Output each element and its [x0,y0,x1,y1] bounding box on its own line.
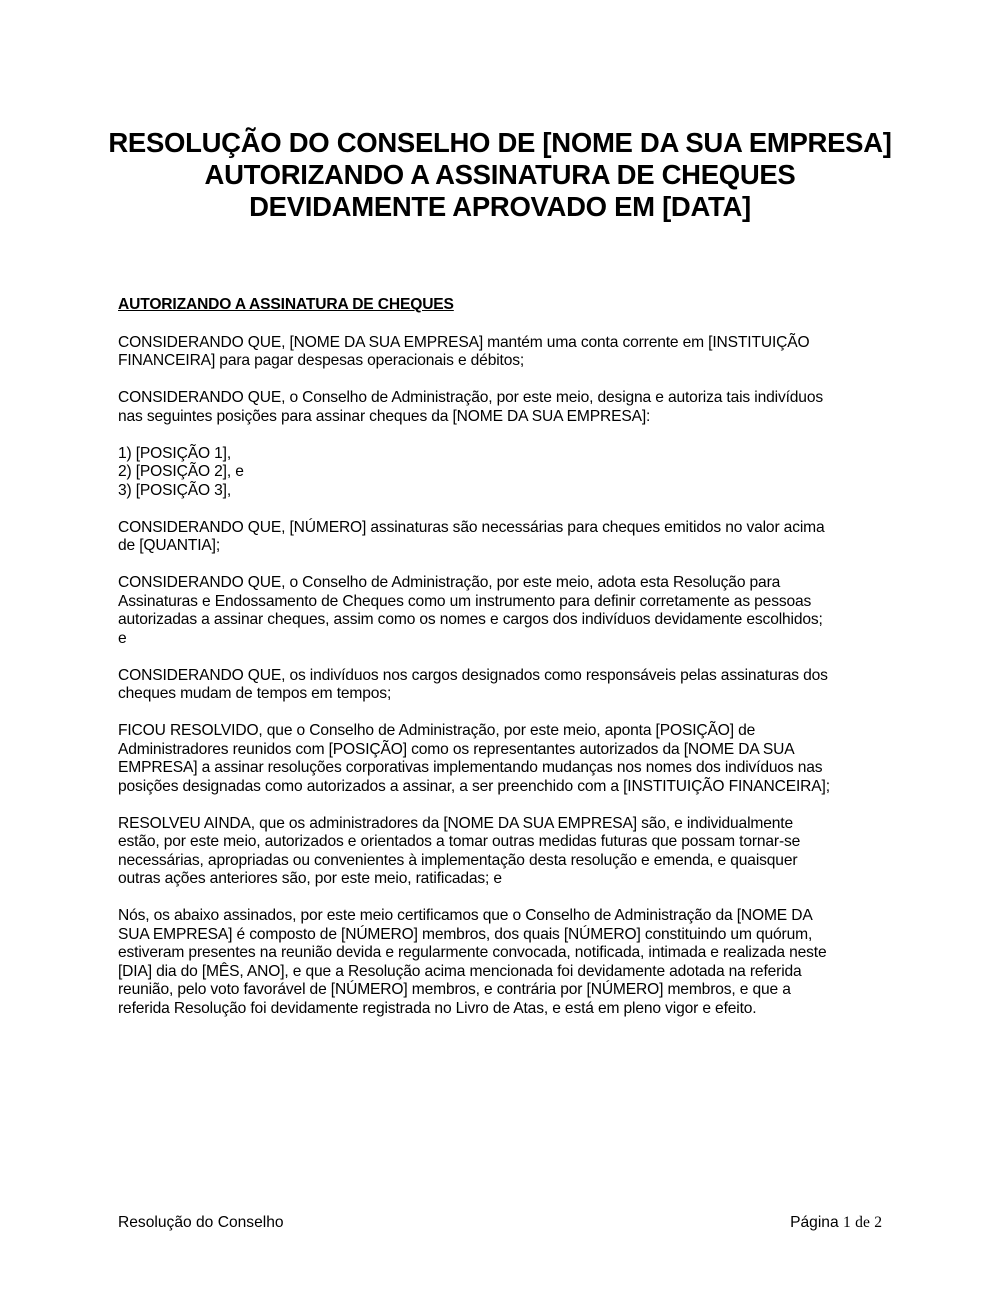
paragraph-line: CONSIDERANDO QUE, [NÚMERO] assinaturas são necessárias para cheques emitidos no valor acima [118,518,825,536]
paragraph-whereas-designate [118,389,898,426]
paragraph-line: outras ações anteriores são, por este meio, ratificadas; e [118,870,502,887]
paragraph-line: CONSIDERANDO QUE, [NOME DA SUA EMPRESA] mantém uma conta corrente em [INSTITUIÇÃO [118,333,810,351]
paragraph-line: Assinaturas e Endossamento de Cheques como um instrumento para definir corretamente as pessoas [118,592,812,610]
paragraph-whereas-account [118,334,898,371]
paragraph-line: Nós, os abaixo assinados, por este meio certificamos que o Conselho de Administração da [NOME DA [118,907,813,924]
paragraph-line: SUA EMPRESA] é composto de [NÚMERO] membros, dos quais [NÚMERO] constituindo um quórum, [118,925,813,943]
title-line-3: DEVIDAMENTE APROVADO EM [DATA] [249,191,751,222]
document-body [118,296,898,1037]
list-item: 1) [POSIÇÃO 1], [118,444,232,462]
section-heading: AUTORIZANDO A ASSINATURA DE CHEQUES [118,296,454,313]
paragraph-line: e [118,629,127,647]
title-line-1: RESOLUÇÃO DO CONSELHO DE [NOME DA SUA EMPRESA] [108,127,892,158]
paragraph-line: CONSIDERANDO QUE, o Conselho de Administração, por este meio, designa e autoriza tais indivíduos [118,389,823,406]
paragraph-line: de [QUANTIA]; [118,537,221,554]
list-item: 3) [POSIÇÃO 3], [118,481,232,499]
paragraph-whereas-adopt [118,574,898,648]
page-label: Página [790,1214,839,1231]
paragraph-line: referida Resolução foi devidamente registrada no Livro de Atas, e está em pleno vigor e efeito. [118,999,757,1017]
paragraph-line: autorizadas a assinar cheques, assim como os nomes e cargos dos indivíduos devidamente escolhidos; [118,611,823,628]
paragraph-certification [118,907,898,1018]
paragraph-whereas-signatures [118,519,898,556]
paragraph-further-resolved [118,815,898,889]
paragraph-line: [DIA] dia do [MÊS, ANO], e que a Resolução acima mencionada foi devidamente adotada na referida [118,962,802,980]
paragraph-line: estiveram presentes na reunião devida e regularmente convocada, notificada, intimada e realizada neste [118,944,827,961]
page-total: 2 [874,1214,882,1231]
list-item: 2) [POSIÇÃO 2], e [118,463,244,480]
paragraph-line: CONSIDERANDO QUE, os indivíduos nos cargos designados como responsáveis pelas assinaturas dos [118,666,828,684]
positions-list [118,445,898,501]
paragraph-line: reunião, pelo voto favorável de [NÚMERO] membros, e contrária por [NÚMERO] membros, e que a [118,981,791,998]
paragraph-line: FINANCEIRA] para pagar despesas operacionais e débitos; [118,352,525,369]
paragraph-resolved [118,722,898,796]
title-line-2: AUTORIZANDO A ASSINATURA DE CHEQUES [204,159,796,190]
paragraph-line: cheques mudam de tempos em tempos; [118,685,392,702]
paragraph-line: Administradores reunidos com [POSIÇÃO] como os representantes autorizados da [NOME DA SUA [118,740,795,758]
paragraph-line: posições designadas como autorizados a assinar, a ser preenchido com a [INSTITUIÇÃO FINANCEIRA]; [118,777,830,795]
paragraph-line: RESOLVEU AINDA, que os administradores da [NOME DA SUA EMPRESA] são, e individualmente [118,814,793,832]
page-of: de [855,1214,870,1231]
paragraph-line: estão, por este meio, autorizados e orientados a tomar outras medidas futuras que possam tornar-se [118,833,801,850]
paragraph-line: FICOU RESOLVIDO, que o Conselho de Administração, por este meio, aponta [POSIÇÃO] de [118,722,756,739]
page-number [790,1214,882,1232]
paragraph-line: necessárias, apropriadas ou convenientes à implementação desta resolução e emenda, e quaisquer [118,851,798,869]
page-current: 1 [843,1214,851,1231]
paragraph-line: EMPRESA] a assinar resoluções corporativas implementando mudanças nos nomes dos indivíduos nas [118,759,823,776]
paragraph-line: CONSIDERANDO QUE, o Conselho de Administração, por este meio, adota esta Resolução para [118,574,781,591]
document-title [100,127,900,223]
paragraph-line: nas seguintes posições para assinar cheques da [NOME DA SUA EMPRESA]: [118,407,651,425]
paragraph-whereas-change [118,667,898,704]
footer-document-name: Resolução do Conselho [118,1214,284,1231]
